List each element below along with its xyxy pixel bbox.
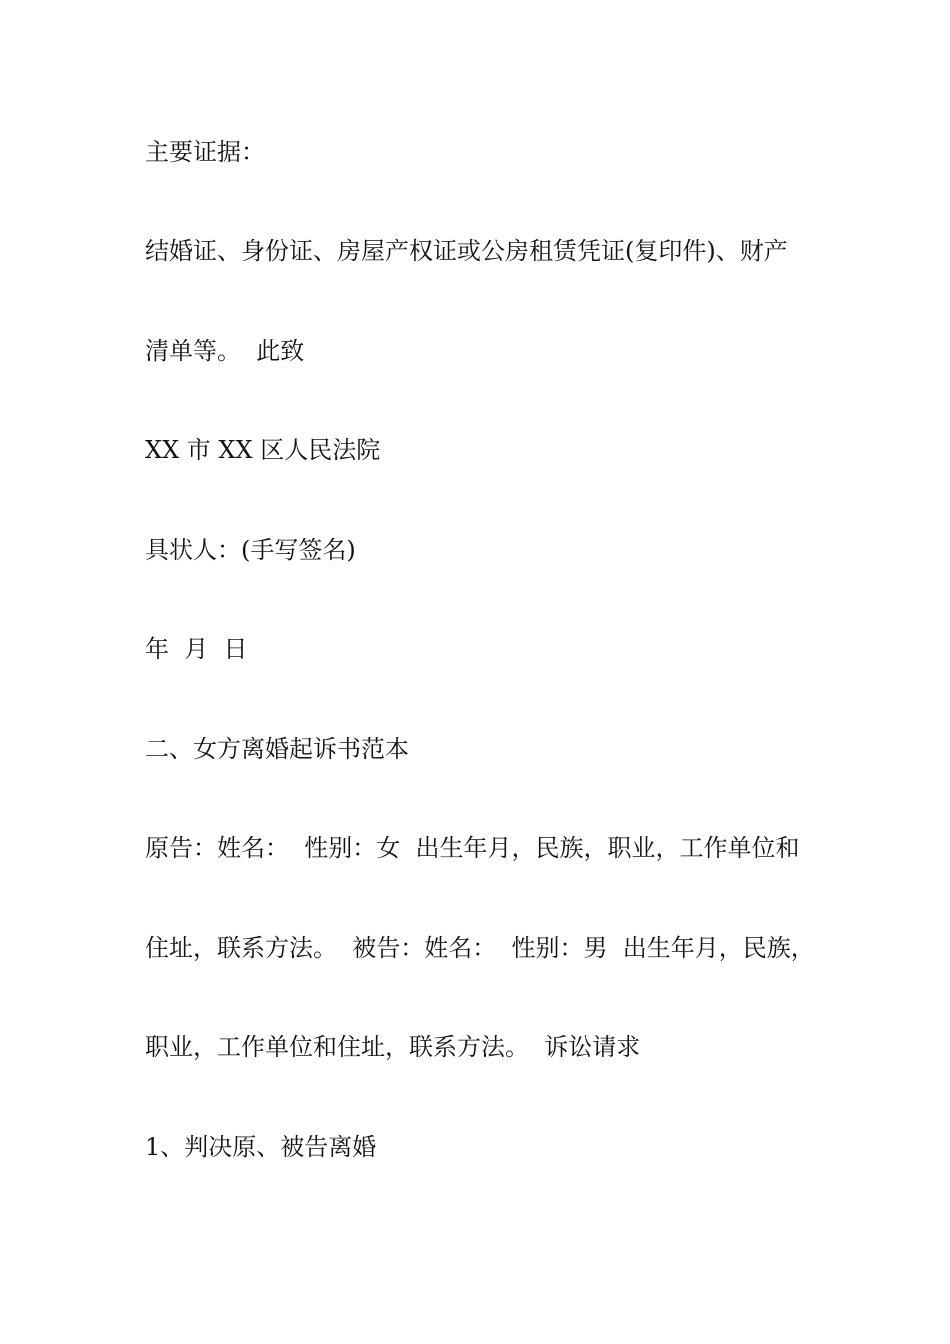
text-line-salutation: 清单等。 此致 [145,337,305,365]
text-line-defendant-info: 住址，联系方法。 被告：姓名： 性别：男 出生年月，民族， [145,934,815,962]
text-line-evidence-heading: 主要证据： [145,138,265,166]
text-line-claim-1: 1、判决原、被告离婚 [145,1133,377,1161]
text-line-court: XX 市 XX 区人民法院 [145,436,381,464]
text-line-plaintiff-info: 原告：姓名： 性别：女 出生年月，民族，职业，工作单位和 [145,834,800,862]
text-line-section-title: 二、女方离婚起诉书范本 [145,735,409,763]
text-line-petitioner-signature: 具状人：(手写签名) [145,536,356,564]
text-line-claims-heading: 职业，工作单位和住址，联系方法。 诉讼请求 [145,1033,641,1061]
text-line-evidence-list: 结婚证、身份证、房屋产权证或公房租赁凭证(复印件)、财产 [145,237,788,265]
text-line-date: 年 月 日 [145,635,248,663]
